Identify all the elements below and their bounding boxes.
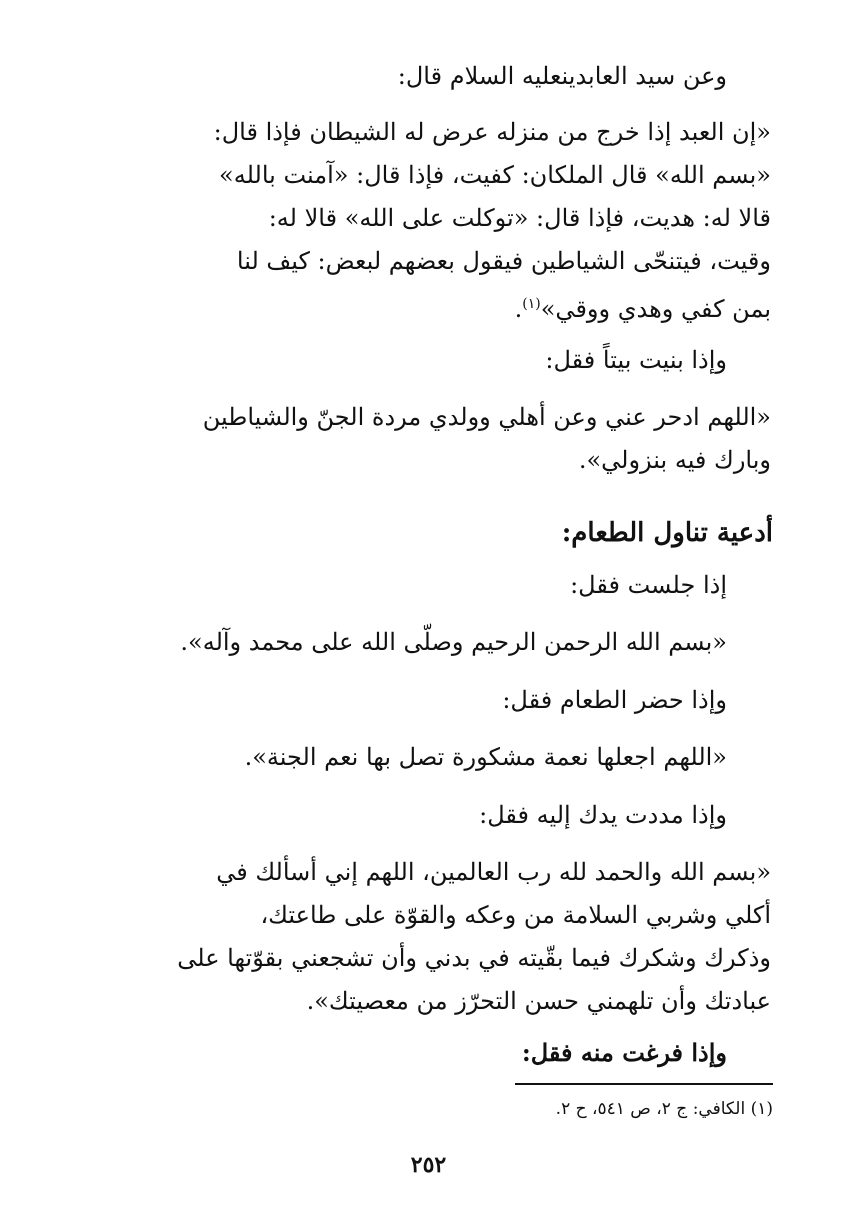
intro-sit: إذا جلست فقل:	[570, 571, 727, 599]
dua-leaving-last-text: بمن كفي وهدي ووقي»	[540, 295, 771, 323]
intro-abidin: وعن سيد العابدينعليه السلام قال:	[397, 62, 727, 90]
dua-sit: «بسم الله الرحمن الرحيم وصلّى الله على محمد وآله».	[180, 628, 727, 656]
dua-leaving-line-5: بمن كفي وهدي ووقي»$^{(١)}$.	[514, 295, 771, 323]
footnote-marker: (١)	[522, 296, 541, 312]
dua-reach-line-3: وذكرك وشكرك فيما بقّيته في بدني وأن تشجعني بقوّتها على	[177, 944, 771, 972]
intro-finish: وإذا فرغت منه فقل:	[521, 1038, 727, 1067]
dua-house-line-1: «اللهم ادحر عني وعن أهلي وولدي مردة الجنّ والشياطين	[202, 403, 771, 431]
dua-reach-line-4: عبادتك وأن تلهمني حسن التحرّز من معصيتك».	[306, 987, 771, 1015]
dua-leaving-line-4: وقيت، فيتنحّى الشياطين فيقول بعضهم لبعض: كيف لنا	[236, 247, 771, 275]
dua-leaving-line-2: «بسم الله» قال الملكان: كفيت، فإذا قال: «آمنت بالله»	[219, 161, 771, 189]
intro-food-present: وإذا حضر الطعام فقل:	[502, 686, 727, 714]
dua-house-line-2: وبارك فيه بنزولي».	[578, 446, 771, 474]
dua-leaving-line-3: قالا له: هديت، فإذا قال: «توكلت على الله» قالا له:	[268, 204, 771, 232]
intro-house: وإذا بنيت بيتاً فقل:	[545, 346, 727, 374]
dua-leaving-line-1: «إن العبد إذا خرج من منزله عرض له الشيطان فإذا قال:	[213, 118, 771, 146]
dua-reach-line-1: «بسم الله والحمد لله رب العالمين، اللهم إني أسألك في	[216, 858, 771, 886]
intro-reach: وإذا مددت يدك إليه فقل:	[479, 801, 727, 829]
footnote: (١) الكافي: ج ٢، ص ٥٤١، ح ٢.	[555, 1099, 773, 1119]
page-number: ٢٥٢	[410, 1152, 447, 1178]
dua-food-present: «اللهم اجعلها نعمة مشكورة تصل بها نعم الجنة».	[244, 743, 727, 771]
dua-reach-line-2: أكلي وشربي السلامة من وعكه والقوّة على طاعتك،	[260, 901, 771, 929]
footnote-divider	[515, 1083, 773, 1085]
section-heading: أدعية تناول الطعام:	[561, 518, 773, 548]
